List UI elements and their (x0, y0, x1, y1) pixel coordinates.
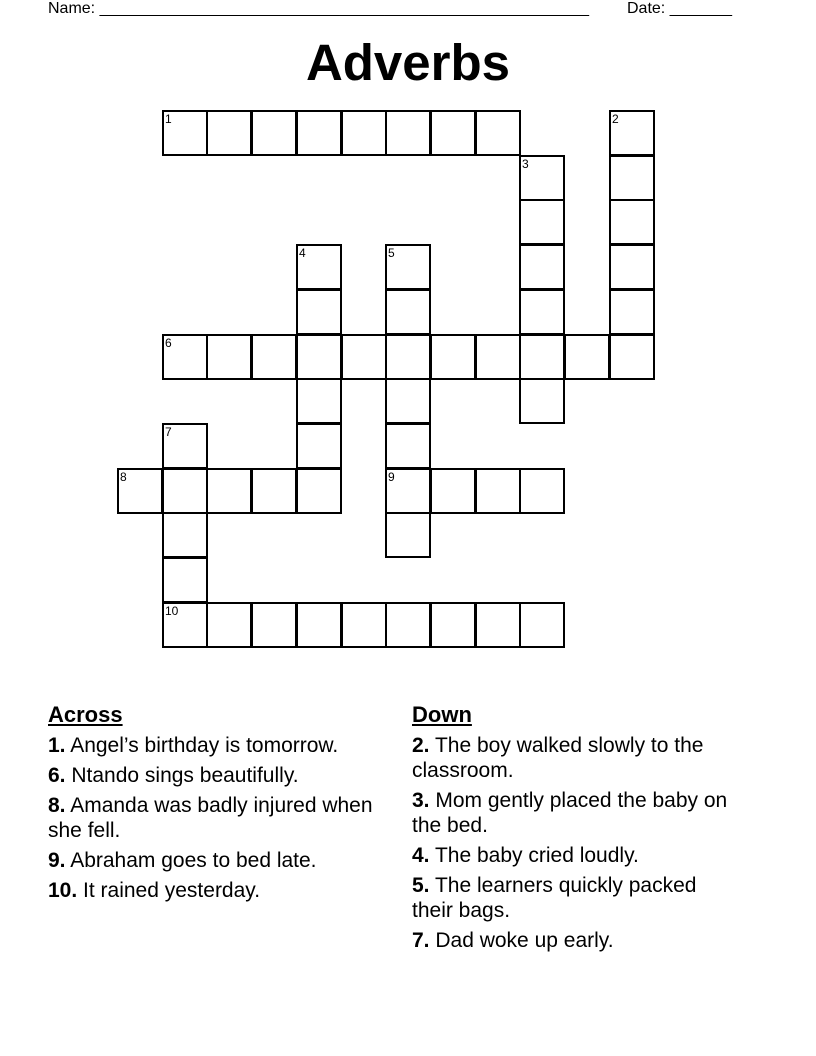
crossword-cell[interactable] (162, 423, 208, 469)
clue-number: 9. (48, 849, 66, 872)
crossword-cell[interactable] (251, 334, 297, 380)
crossword-cell[interactable] (385, 110, 431, 156)
crossword-cell[interactable] (519, 289, 565, 335)
crossword-cell[interactable] (251, 110, 297, 156)
down-heading: Down (412, 702, 472, 727)
clue-number: 8. (48, 794, 66, 817)
clue-text: Abraham goes to bed late. (65, 849, 317, 872)
across-heading: Across (48, 702, 123, 727)
clue-number: 6. (48, 764, 66, 787)
crossword-cell[interactable] (475, 602, 521, 648)
name-field-label: Name: _______________________________________________________ (48, 0, 589, 17)
clue-text: The baby cried loudly. (429, 844, 639, 867)
clue-text: Ntando sings beautifully. (65, 764, 299, 787)
crossword-cell[interactable] (609, 199, 655, 245)
clue-across (48, 878, 378, 903)
crossword-cell[interactable] (385, 289, 431, 335)
crossword-cell[interactable] (519, 468, 565, 514)
clue-text: The learners quickly packed their bags. (412, 874, 697, 922)
crossword-cell[interactable] (430, 602, 476, 648)
clue-across (48, 793, 378, 843)
clue-across (48, 763, 378, 788)
crossword-cell[interactable] (162, 110, 208, 156)
crossword-cell[interactable] (609, 289, 655, 335)
crossword-cell[interactable] (609, 244, 655, 290)
clue-number: 2. (412, 734, 430, 757)
clue-text: Mom gently placed the baby on the bed. (412, 789, 728, 837)
crossword-cell[interactable] (296, 423, 342, 469)
clue-down (412, 788, 742, 838)
clue-number: 3. (412, 789, 430, 812)
page-title: Adverbs (305, 34, 511, 91)
crossword-cell[interactable] (519, 334, 565, 380)
cell-number: 2 (612, 112, 619, 126)
cell-number: 5 (388, 246, 395, 260)
clue-text: The boy walked slowly to the classroom. (412, 734, 704, 782)
crossword-cell[interactable] (251, 602, 297, 648)
crossword-cell[interactable] (385, 512, 431, 558)
crossword-cell[interactable] (609, 155, 655, 201)
crossword-cell[interactable] (475, 468, 521, 514)
cell-number: 9 (388, 470, 395, 484)
crossword-cell[interactable] (206, 602, 252, 648)
clue-down (412, 873, 742, 923)
crossword-cell[interactable] (206, 468, 252, 514)
crossword-cell[interactable] (296, 110, 342, 156)
clue-down (412, 928, 742, 953)
crossword-cell[interactable] (430, 110, 476, 156)
clue-number: 5. (412, 874, 430, 897)
crossword-cell[interactable] (385, 378, 431, 424)
crossword-cell[interactable] (296, 602, 342, 648)
crossword-cell[interactable] (519, 244, 565, 290)
crossword-cell[interactable] (385, 602, 431, 648)
crossword-cell[interactable] (430, 468, 476, 514)
clue-down (412, 733, 742, 783)
crossword-cell[interactable] (519, 378, 565, 424)
crossword-cell[interactable] (519, 602, 565, 648)
clue-number: 10. (48, 879, 78, 902)
cell-number: 8 (120, 470, 127, 484)
crossword-cell[interactable] (475, 110, 521, 156)
date-field-label: Date: _______ (627, 0, 732, 17)
cell-number: 1 (165, 112, 172, 126)
crossword-cell[interactable] (162, 334, 208, 380)
clue-number: 1. (48, 734, 66, 757)
crossword-cell[interactable] (430, 334, 476, 380)
crossword-cell[interactable] (296, 468, 342, 514)
crossword-cell[interactable] (296, 378, 342, 424)
crossword-cell[interactable] (206, 110, 252, 156)
crossword-cell[interactable] (162, 512, 208, 558)
clue-across (48, 733, 378, 758)
cell-number: 7 (165, 425, 172, 439)
crossword-cell[interactable] (162, 602, 208, 648)
crossword-cell[interactable] (296, 244, 342, 290)
crossword-cell[interactable] (475, 334, 521, 380)
clue-number: 7. (412, 929, 430, 952)
crossword-cell[interactable] (341, 602, 387, 648)
clue-text: Amanda was badly injured when she fell. (48, 794, 373, 842)
crossword-cell[interactable] (609, 334, 655, 380)
crossword-cell[interactable] (341, 334, 387, 380)
clue-number: 4. (412, 844, 430, 867)
clue-text: It rained yesterday. (77, 879, 261, 902)
crossword-cell[interactable] (564, 334, 610, 380)
crossword-cell[interactable] (519, 155, 565, 201)
cell-number: 6 (165, 336, 172, 350)
crossword-cell[interactable] (162, 468, 208, 514)
cell-number: 10 (165, 604, 179, 618)
crossword-cell[interactable] (609, 110, 655, 156)
crossword-cell[interactable] (341, 110, 387, 156)
crossword-cell[interactable] (251, 468, 297, 514)
clue-across (48, 848, 378, 873)
down-clues (412, 702, 742, 958)
crossword-cell[interactable] (117, 468, 163, 514)
clue-text: Dad woke up early. (429, 929, 614, 952)
crossword-cell[interactable] (385, 334, 431, 380)
cell-number: 4 (299, 246, 306, 260)
clue-text: Angel’s birthday is tomorrow. (65, 734, 339, 757)
crossword-cell[interactable] (162, 557, 208, 603)
crossword-cell[interactable] (385, 468, 431, 514)
cell-number: 3 (522, 157, 529, 171)
crossword-cell[interactable] (296, 334, 342, 380)
crossword-cell[interactable] (385, 423, 431, 469)
crossword-cell[interactable] (385, 244, 431, 290)
crossword-cell[interactable] (519, 199, 565, 245)
crossword-cell[interactable] (206, 334, 252, 380)
across-clues (48, 702, 378, 908)
crossword-cell[interactable] (296, 289, 342, 335)
clue-down (412, 843, 742, 868)
